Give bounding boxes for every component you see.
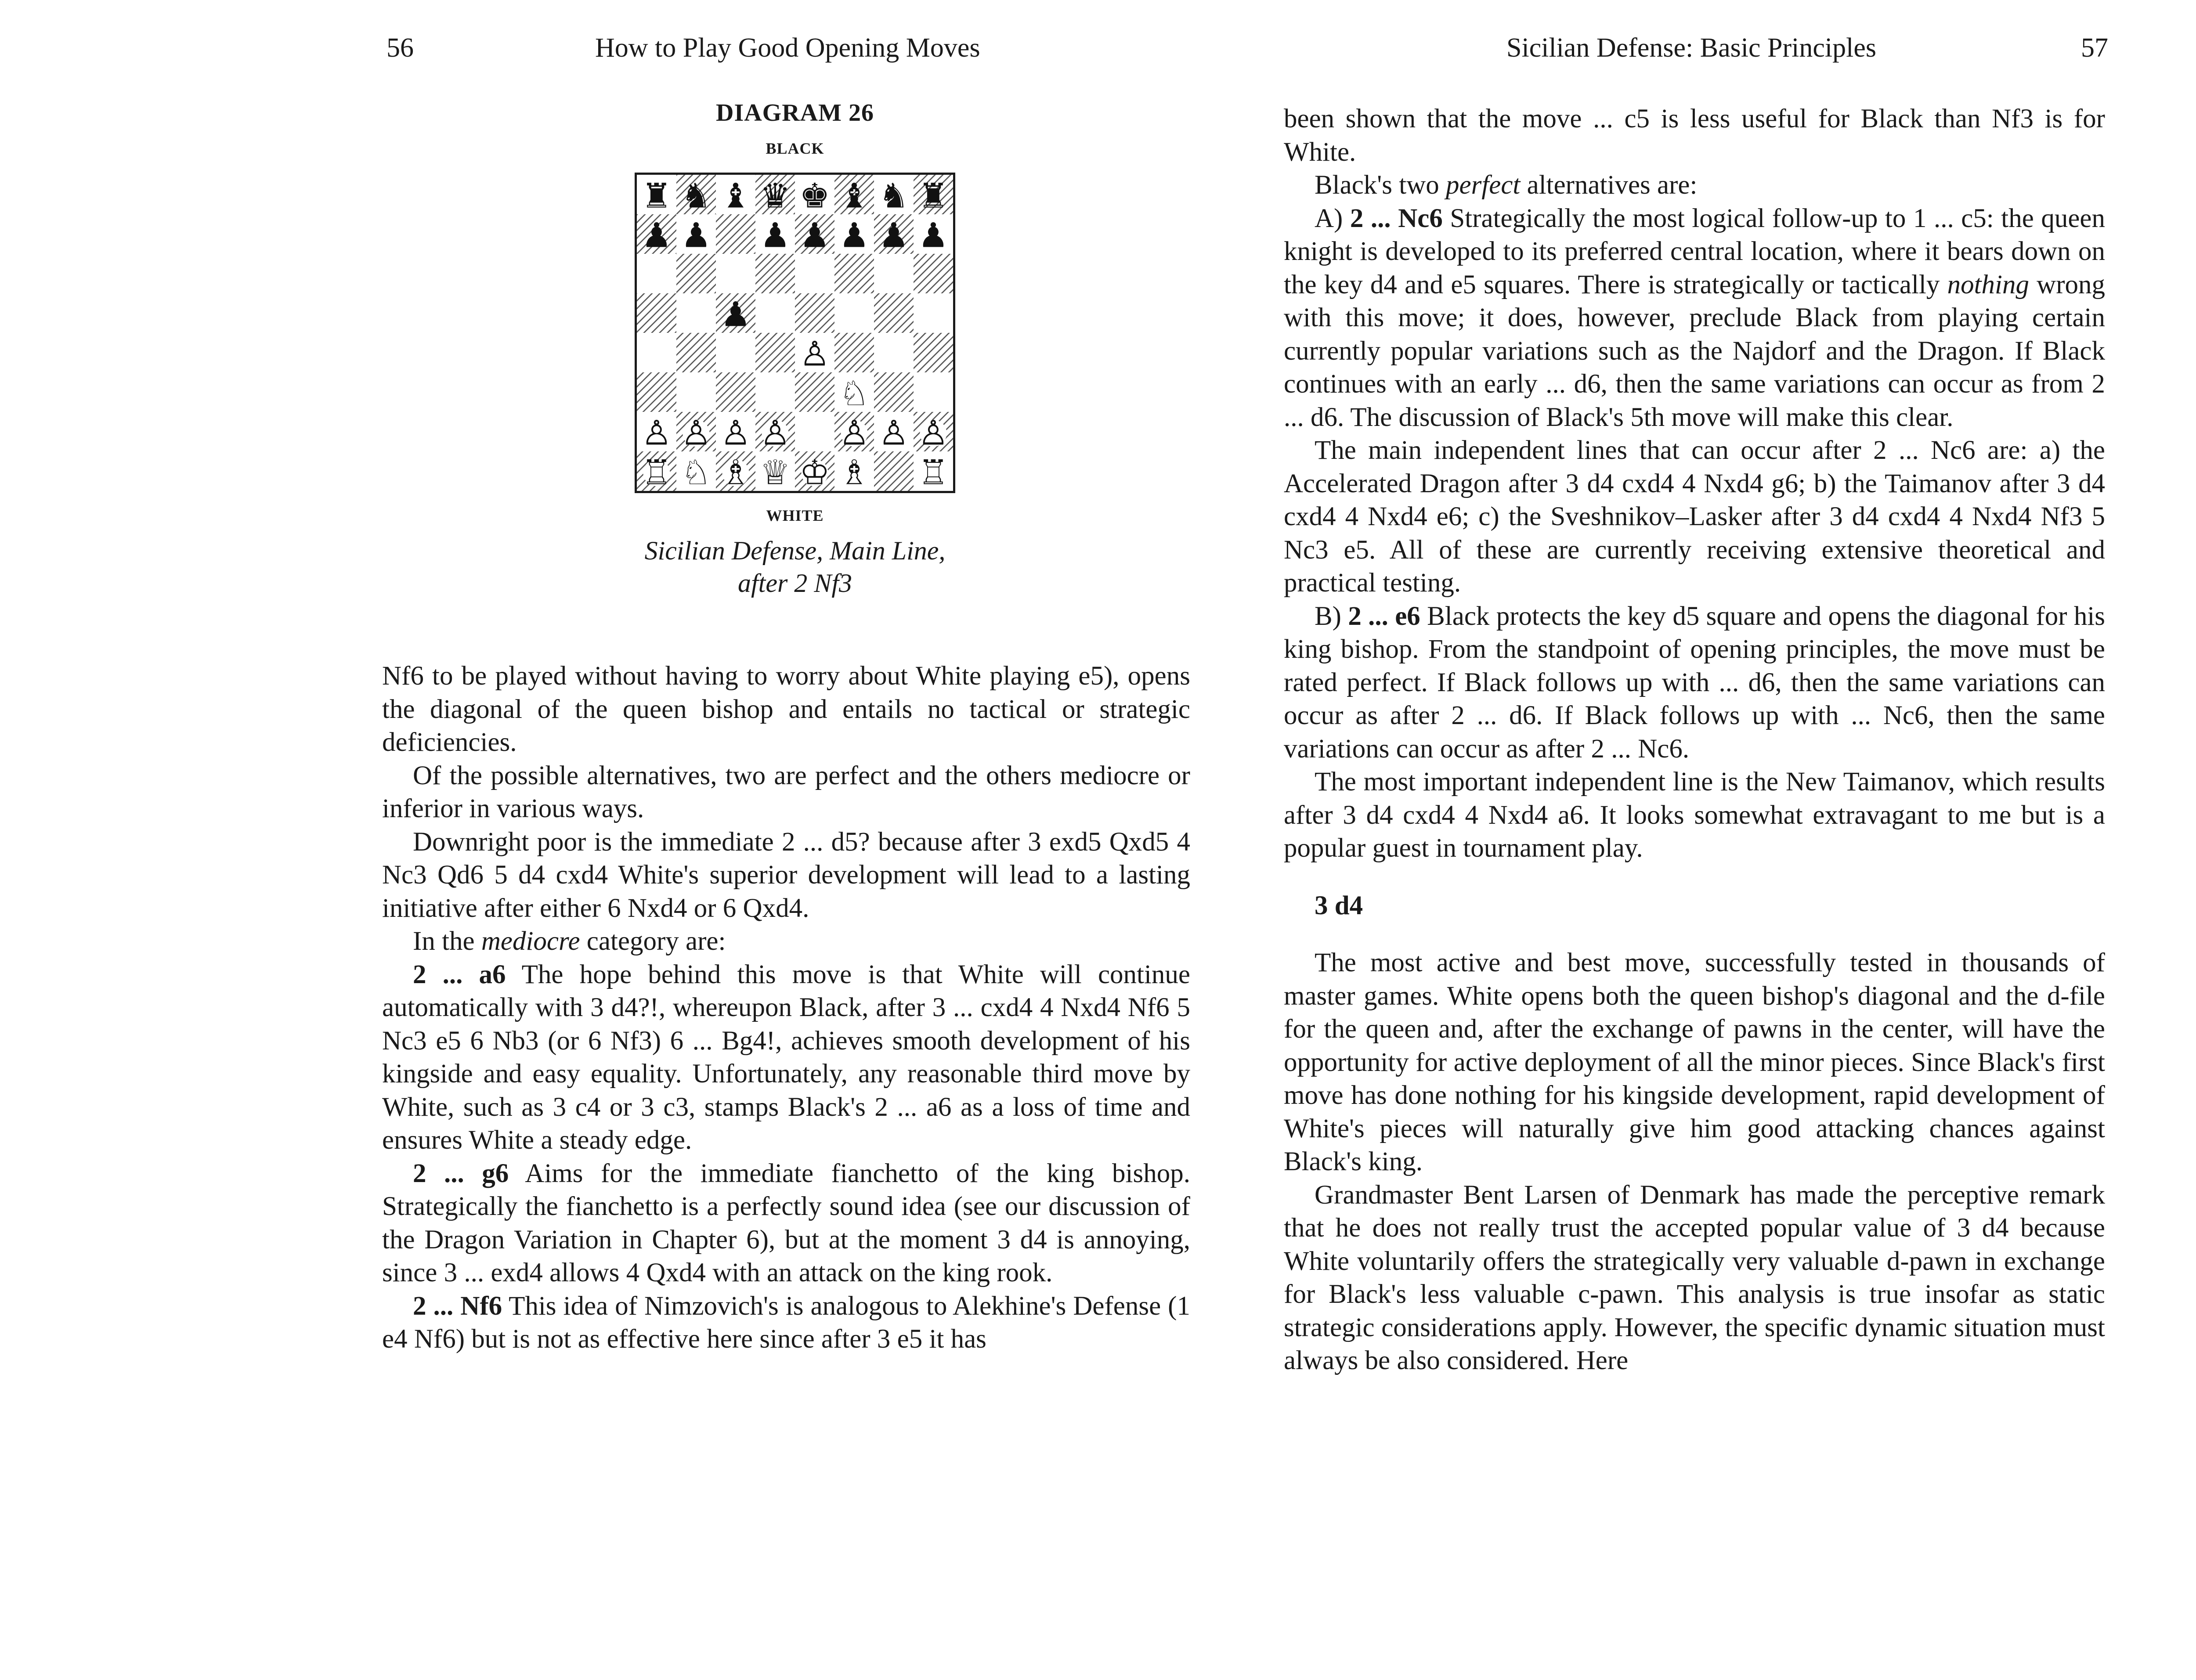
move-heading: 3 d4 (1315, 890, 1363, 920)
paragraph (1284, 169, 2105, 202)
board-square-f6 (834, 254, 874, 293)
paragraph: Downright poor is the immediate 2 ... d5? because after 3 exd5 Qxd5 4 Nc3 Qd6 5 d4 cxd4 White's superior development will lead to a lasting initiative after either 6 Nxd4 or 6 Qxd4. (382, 827, 1190, 923)
diagram-black-label: BLACK (766, 140, 824, 157)
black-knight-icon: ♞ (681, 176, 712, 216)
diagram-caption (615, 534, 975, 599)
move-notation: 2 ... e6 (1348, 601, 1420, 631)
white-pawn-icon: ♙ (760, 413, 791, 453)
text-run: This idea of Nimzovich's is analogous to Alekhine's Defense (1 e4 Nf6) but is not as effective here since after 3 e5 it has (382, 1291, 1190, 1354)
board-square-e6 (795, 254, 834, 293)
paragraph: The main independent lines that can occur after 2 ... Nc6 are: a) the Accelerated Dragon after 3 d4 cxd4 4 Nxd4 g6; b) the Taimanov after 3 d4 cxd4 4 Nxd4 e6; c) the Sveshnikov–Lasker after 3 d4 cxd4 4 Nxd4 Nf3 5 Nc3 e5. All of these are currently receiving extensive theoretical and practical testing. (1284, 436, 2105, 598)
paragraph: The most active and best move, successfully tested in thousands of master games. White opens both the queen bishop's diagonal and the d-file for the queen and, after the exchange of pawns in the center, will have the opportunity for active deployment of all the minor pieces. Since Black's first move has done nothing for his kingside development, rapid development of White's pieces will naturally give him good attacking chances against Black's king. (1284, 948, 2105, 1176)
board-square-h5 (914, 293, 953, 333)
move-notation: 2 ... a6 (413, 959, 506, 989)
black-pawn-icon: ♟ (720, 295, 751, 335)
emphasis: mediocre (481, 927, 580, 956)
white-pawn-icon: ♙ (720, 413, 751, 453)
board-square-c7 (716, 214, 755, 254)
black-pawn-icon: ♟ (799, 216, 830, 256)
white-pawn-icon: ♙ (799, 334, 830, 374)
text-run: category are: (580, 927, 726, 956)
board-square-e2 (795, 412, 834, 451)
white-pawn-icon: ♙ (918, 413, 949, 453)
board-square-g1 (874, 451, 914, 491)
board-square-d3 (755, 372, 795, 412)
emphasis: perfect (1446, 170, 1521, 200)
paragraph (1284, 202, 2105, 434)
move-notation: 2 ... Nf6 (413, 1291, 502, 1321)
paragraph: Nf6 to be played without having to worry about White playing e5), opens the diagonal of the queen bishop and entails no tactical or strategic deficiencies. (382, 661, 1190, 757)
black-pawn-icon: ♟ (760, 216, 791, 256)
paragraph: Grandmaster Bent Larsen of Denmark has made the perceptive remark that he does not really trust the accepted popular value of 3 d4 because White voluntarily offers the strategically very valuable d-pawn in exchange for Black's less valuable c-pawn. This analysis is true insofar as static strategic considerations apply. However, the specific dynamic situation must always be also considered. Here (1284, 1180, 2105, 1375)
paragraph (382, 958, 1190, 1157)
option-label: B) (1315, 601, 1348, 631)
board-square-d5 (755, 293, 795, 333)
text-run: The hope behind this move is that White will continue automatically with 3 d4?!, whereupon Black, after 3 ... cxd4 4 Nxd4 Nf6 5 Nc3 e5 6 Nb3 (or 6 Nf3) 6 ... Bg4!, achieves smooth development of his kingside and easy equality. Unfortunately, any reasonable third move by White, such as 3 c4 or 3 c3, stamps Black's 2 ... a6 as a loss of time and ensures White a steady edge. (382, 959, 1191, 1155)
board-square-h3 (914, 372, 953, 412)
board-square-f4 (834, 333, 874, 372)
paragraph: been shown that the move ... c5 is less useful for Black than Nf3 is for White. (1284, 104, 2105, 167)
black-pawn-icon: ♟ (839, 216, 870, 256)
board-square-a3 (637, 372, 676, 412)
board-square-c3 (716, 372, 755, 412)
black-king-icon: ♚ (799, 176, 830, 216)
option-label: A) (1315, 203, 1350, 233)
running-head-left: How to Play Good Opening Moves (595, 33, 980, 63)
white-pawn-icon: ♙ (839, 413, 870, 453)
running-head-right: Sicilian Defense: Basic Principles (1506, 33, 1876, 63)
white-king-icon: ♔ (799, 453, 830, 493)
board-square-g6 (874, 254, 914, 293)
board-square-g5 (874, 293, 914, 333)
diagram-caption-line1: Sicilian Defense, Main Line, (644, 536, 946, 565)
page-number-left: 56 (386, 33, 414, 63)
board-square-b3 (676, 372, 716, 412)
board-square-g4 (874, 333, 914, 372)
paragraph: The most important independent line is the New Taimanov, which results after 3 d4 cxd4 4 Nxd4 a6. It looks somewhat extravagant to me but is a popular guest in tournament play. (1284, 767, 2105, 863)
right-page (1154, 0, 2196, 1680)
board-square-h4 (914, 333, 953, 372)
board-square-c4 (716, 333, 755, 372)
board-square-d6 (755, 254, 795, 293)
board-square-g3 (874, 372, 914, 412)
white-bishop-icon: ♗ (720, 453, 751, 493)
board-square-c6 (716, 254, 755, 293)
white-knight-icon: ♘ (839, 374, 870, 414)
black-pawn-icon: ♟ (681, 216, 712, 256)
white-bishop-icon: ♗ (839, 453, 870, 493)
board-square-b5 (676, 293, 716, 333)
board-square-a6 (637, 254, 676, 293)
diagram-title: DIAGRAM 26 (716, 99, 874, 126)
board-square-b4 (676, 333, 716, 372)
black-queen-icon: ♛ (760, 176, 791, 216)
white-rook-icon: ♖ (641, 453, 672, 493)
board-square-a5 (637, 293, 676, 333)
paragraph (382, 1290, 1190, 1356)
white-pawn-icon: ♙ (641, 413, 672, 453)
black-bishop-icon: ♝ (839, 176, 870, 216)
board-square-a4 (637, 333, 676, 372)
text-run: Strategically the most logical follow-up to 1 ... c5: the queen knight is developed to its preferred central location, where it bears down on the key d4 and e5 squares. There is strategically or tactically (1284, 203, 2105, 299)
chessboard (635, 173, 955, 493)
page-number-right: 57 (2081, 33, 2108, 63)
black-bishop-icon: ♝ (720, 176, 751, 216)
text-run: wrong with this move; it does, however, preclude Black from playing certain currently popular variations such as the Najdorf and the Dragon. If Black continues with an early ... d6, then the same variations can occur as from 2 ... d6. The discussion of Black's 5th move will make this clear. (1284, 270, 2106, 432)
paragraph (382, 1157, 1190, 1290)
emphasis: nothing (1947, 270, 2029, 299)
white-knight-icon: ♘ (681, 453, 712, 493)
paragraph (382, 925, 1190, 958)
diagram-white-label: WHITE (766, 507, 824, 524)
white-pawn-icon: ♙ (681, 413, 712, 453)
text-run: In the (413, 927, 481, 956)
board-square-b6 (676, 254, 716, 293)
white-rook-icon: ♖ (918, 453, 949, 493)
move-notation: 2 ... Nc6 (1350, 203, 1443, 233)
left-body-text (382, 660, 1190, 1356)
black-pawn-icon: ♟ (918, 216, 949, 256)
move-notation: 2 ... g6 (413, 1158, 509, 1188)
black-pawn-icon: ♟ (878, 216, 909, 256)
black-rook-icon: ♜ (918, 176, 949, 216)
text-run: alternatives are: (1520, 170, 1698, 200)
black-pawn-icon: ♟ (641, 216, 672, 256)
white-queen-icon: ♕ (760, 453, 791, 493)
board-square-e3 (795, 372, 834, 412)
paragraph: Of the possible alternatives, two are perfect and the others mediocre or inferior in various ways. (382, 761, 1190, 823)
text-run: Aims for the immediate fianchetto of the king bishop. Strategically the fianchetto is a perfectly sound idea (see our discussion of the Dragon Variation in Chapter 6), but at the moment 3 d4 is annoying, since 3 ... exd4 allows 4 Qxd4 with an attack on the king rook. (382, 1158, 1190, 1287)
black-knight-icon: ♞ (878, 176, 909, 216)
white-pawn-icon: ♙ (878, 413, 909, 453)
board-square-e5 (795, 293, 834, 333)
board-square-d4 (755, 333, 795, 372)
text-run: Black protects the key d5 square and opens the diagonal for his king bishop. From the standpoint of opening principles, the move must be rated perfect. If Black follows up with ... d6, then the same variations can occur as after 2 ... d6. If Black follows up with ... Nc6, then the same variations can occur as after 2 ... Nc6. (1284, 601, 2106, 764)
board-square-f5 (834, 293, 874, 333)
black-rook-icon: ♜ (641, 176, 672, 216)
board-square-h6 (914, 254, 953, 293)
right-body-text (1284, 102, 2105, 1377)
text-run: Black's two (1315, 170, 1446, 200)
chess-diagram (615, 99, 975, 599)
diagram-caption-line2: after 2 Nf3 (737, 569, 852, 598)
paragraph (1284, 600, 2105, 766)
